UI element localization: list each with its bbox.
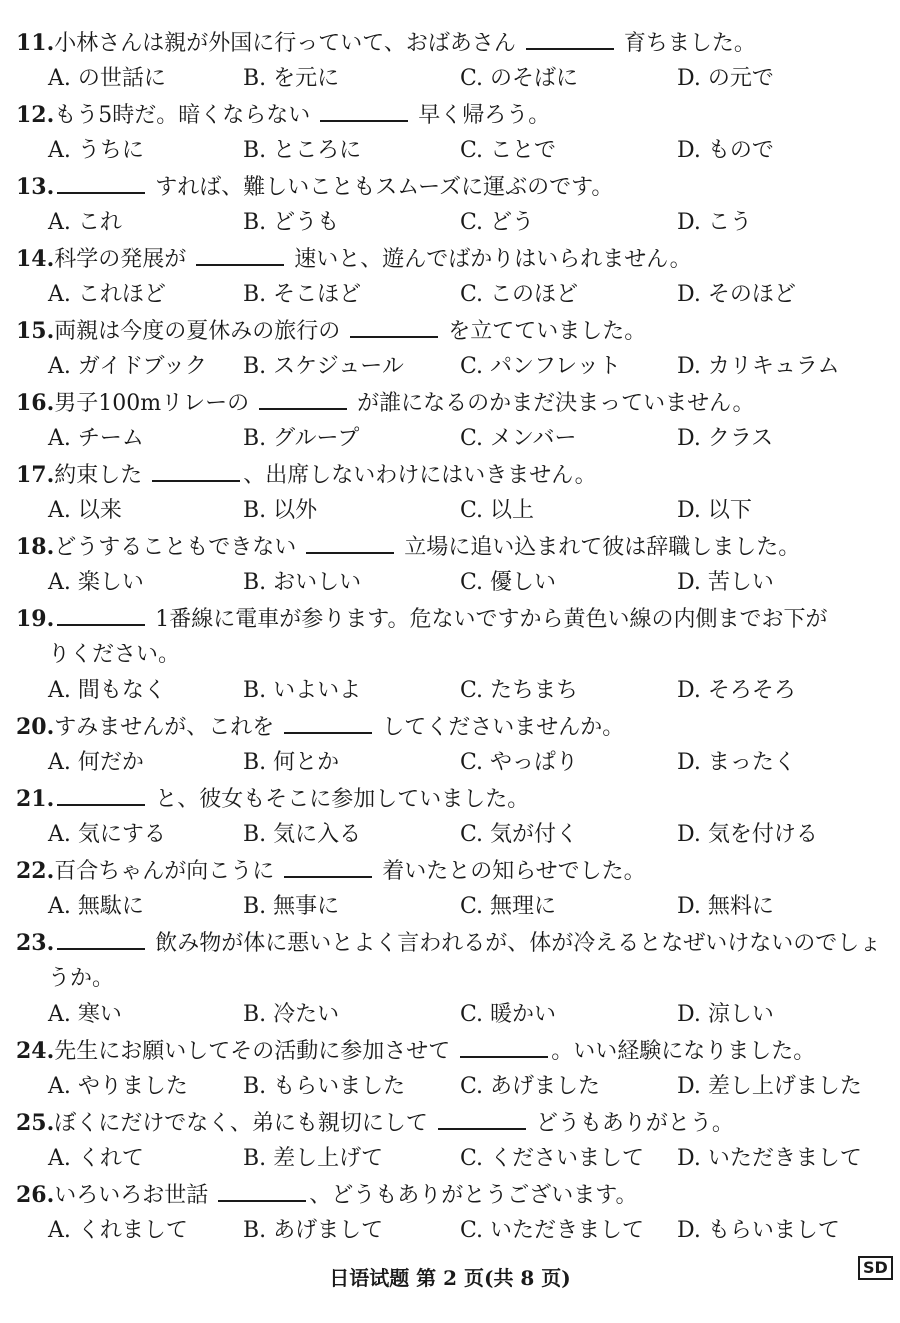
option-d[interactable]: D. 苦しい [677,570,774,595]
option-b[interactable]: B. 差し上げて [243,1146,384,1171]
question-number: 17. [16,462,55,488]
option-a[interactable]: A. 間もなく [48,678,166,703]
answer-blank [57,190,145,194]
question-number: 23. [16,930,55,956]
option-a[interactable]: A. これほど [48,282,166,307]
option-b[interactable]: B. スケジュール [243,354,404,379]
option-b[interactable]: B. そこほど [243,282,362,307]
option-c[interactable]: C. パンフレット [460,354,621,379]
question-number: 26. [16,1182,55,1208]
option-d[interactable]: D. クラス [677,426,774,451]
option-b[interactable]: B. 以外 [243,498,318,523]
question-text: 両親は今度の夏休みの旅行の [54,319,348,344]
option-a[interactable]: A. 楽しい [48,570,144,595]
question-stem [16,1184,638,1207]
question-continuation: うか。 [48,966,115,991]
question-stem [16,32,756,55]
option-d[interactable]: D. そのほど [677,282,796,307]
answer-blank [57,802,145,806]
option-c[interactable]: C. 以上 [460,498,535,523]
option-b[interactable]: B. グループ [243,426,360,451]
option-d[interactable]: D. 気を付ける [677,822,818,847]
question-text: 、どうもありがとうございます。 [309,1183,638,1208]
answer-blank [218,1198,306,1202]
question-text: 。いい経験になりました。 [551,1039,816,1064]
question-stem [16,788,529,811]
question-text: 育ちました。 [616,31,756,56]
question-continuation: りください。 [48,642,181,667]
question-text: してくださいませんか。 [375,715,625,740]
option-d[interactable]: D. こう [677,210,752,235]
option-d[interactable]: D. もらいまして [677,1218,840,1243]
answer-blank [57,622,145,626]
answer-blank [152,478,240,482]
option-b[interactable]: B. ところに [243,138,362,163]
question-number: 21. [16,786,55,812]
option-a[interactable]: A. チーム [48,426,144,451]
question-number: 20. [16,714,55,740]
question-text: 着いたとの知らせでした。 [375,859,646,884]
option-a[interactable]: A. うちに [48,138,144,163]
question-text: 、出席しないわけにはいきません。 [243,463,597,488]
answer-blank [306,550,394,554]
question-number: 25. [16,1110,55,1136]
option-d[interactable]: D. そろそろ [677,678,796,703]
answer-blank [284,730,372,734]
question-stem [16,608,828,631]
answer-blank [320,118,408,122]
option-c[interactable]: C. あげました [460,1074,601,1099]
option-a[interactable]: A. の世話に [48,66,166,91]
answer-blank [196,262,284,266]
question-text: が誰になるのかまだ決まっていません。 [350,391,755,416]
question-stem [16,716,624,739]
question-text: 百合ちゃんが向こうに [54,859,282,884]
option-c[interactable]: C. たちまち [460,678,579,703]
question-text: 早く帰ろう。 [411,103,551,128]
question-text: 立場に追い込まれて彼は辞職しました。 [397,535,801,560]
question-text: 約束した [54,463,150,488]
page-footer: 日语试题 第 2 页(共 8 页) [329,1266,571,1290]
question-stem [16,248,692,271]
answer-blank [284,874,372,878]
question-number: 11. [16,30,55,56]
question-stem [16,932,881,955]
option-b[interactable]: B. どうも [243,210,340,235]
question-text: すれば、難しいこともスムーズに運ぶのです。 [148,175,614,200]
option-d[interactable]: D. 以下 [677,498,752,523]
option-c[interactable]: C. やっぱり [460,750,579,775]
option-b[interactable]: B. 何とか [243,750,340,775]
question-stem [16,176,613,199]
question-stem [16,536,800,559]
option-b[interactable]: B. 無事に [243,894,340,919]
question-text: 1番線に電車が参ります。危ないですから黄色い線の内側までお下が [148,607,828,632]
option-d[interactable]: D. 涼しい [677,1002,774,1027]
option-b[interactable]: B. いよいよ [243,678,362,703]
question-number: 24. [16,1038,55,1064]
question-text: すみませんが、これを [54,715,282,740]
question-text: いろいろお世話 [54,1183,216,1208]
question-number: 13. [16,174,55,200]
question-number: 14. [16,246,55,272]
question-text: 先生にお願いしてその活動に参加させて [54,1039,458,1064]
option-a[interactable]: A. くれて [48,1146,144,1171]
question-stem [16,1112,734,1135]
option-a[interactable]: A. 気にする [48,822,166,847]
option-d[interactable]: D. 無料に [677,894,774,919]
question-text: を立てていました。 [441,319,647,344]
question-text: 科学の発展が [54,247,194,272]
question-text: 飲み物が体に悪いとよく言われるが、体が冷えるとなぜいけないのでしょ [148,931,882,956]
option-c[interactable]: C. 無理に [460,894,557,919]
option-d[interactable]: D. もので [677,138,774,163]
question-stem [16,104,550,127]
answer-blank [259,406,347,410]
option-b[interactable]: B. もらいました [243,1074,406,1099]
question-text: ぼくにだけでなく、弟にも親切にして [54,1111,435,1136]
option-c[interactable]: C. 暖かい [460,1002,557,1027]
answer-blank [350,334,438,338]
option-c[interactable]: C. 気が付く [460,822,579,847]
question-number: 22. [16,858,55,884]
option-b[interactable]: B. を元に [243,66,340,91]
option-c[interactable]: C. メンバー [460,426,577,451]
option-a[interactable]: A. ガイドブック [48,354,208,379]
question-number: 16. [16,390,55,416]
question-stem [16,1040,815,1063]
question-number: 12. [16,102,55,128]
answer-blank [438,1126,526,1130]
option-d[interactable]: D. まったく [677,750,796,775]
question-text: 小林さんは親が外国に行っていて、おばあさん [54,31,523,56]
option-b[interactable]: B. あげまして [243,1218,384,1243]
option-c[interactable]: C. 優しい [460,570,557,595]
answer-blank [460,1054,548,1058]
option-d[interactable]: D. カリキュラム [677,354,840,379]
answer-blank [57,946,145,950]
option-d[interactable]: D. の元で [677,66,774,91]
option-a[interactable]: A. 無駄に [48,894,144,919]
option-b[interactable]: B. 冷たい [243,1002,340,1027]
option-a[interactable]: A. 以来 [48,498,122,523]
question-number: 19. [16,606,55,632]
option-c[interactable]: C. どう [460,210,535,235]
question-text: どうもありがとう。 [528,1111,734,1136]
question-number: 18. [16,534,55,560]
option-a[interactable]: A. これ [48,210,122,235]
question-stem [16,320,646,343]
question-text: 速いと、遊んでばかりはいられません。 [287,247,692,272]
option-b[interactable]: B. 気に入る [243,822,362,847]
option-a[interactable]: A. 何だか [48,750,144,775]
option-c[interactable]: C. くださいまして [460,1146,645,1171]
question-text: もう5時だ。暗くならない [54,103,318,128]
option-c[interactable]: C. のそばに [460,66,579,91]
option-c[interactable]: C. ことで [460,138,557,163]
option-a[interactable]: A. 寒い [48,1002,122,1027]
option-c[interactable]: C. このほど [460,282,579,307]
answer-blank [526,46,614,50]
question-text: どうすることもできない [54,535,304,560]
question-stem [16,860,646,883]
option-d[interactable]: D. いただきまして [677,1146,862,1171]
question-stem [16,464,597,487]
question-text: と、彼女もそこに参加していました。 [148,787,530,812]
option-c[interactable]: C. いただきまして [460,1218,645,1243]
option-b[interactable]: B. おいしい [243,570,362,595]
option-a[interactable]: A. くれまして [48,1218,188,1243]
sd-badge: SD [858,1256,893,1280]
question-stem [16,392,754,415]
question-text: 男子100mリレーの [54,391,257,416]
question-number: 15. [16,318,55,344]
option-d[interactable]: D. 差し上げました [677,1074,862,1099]
option-a[interactable]: A. やりました [48,1074,188,1099]
